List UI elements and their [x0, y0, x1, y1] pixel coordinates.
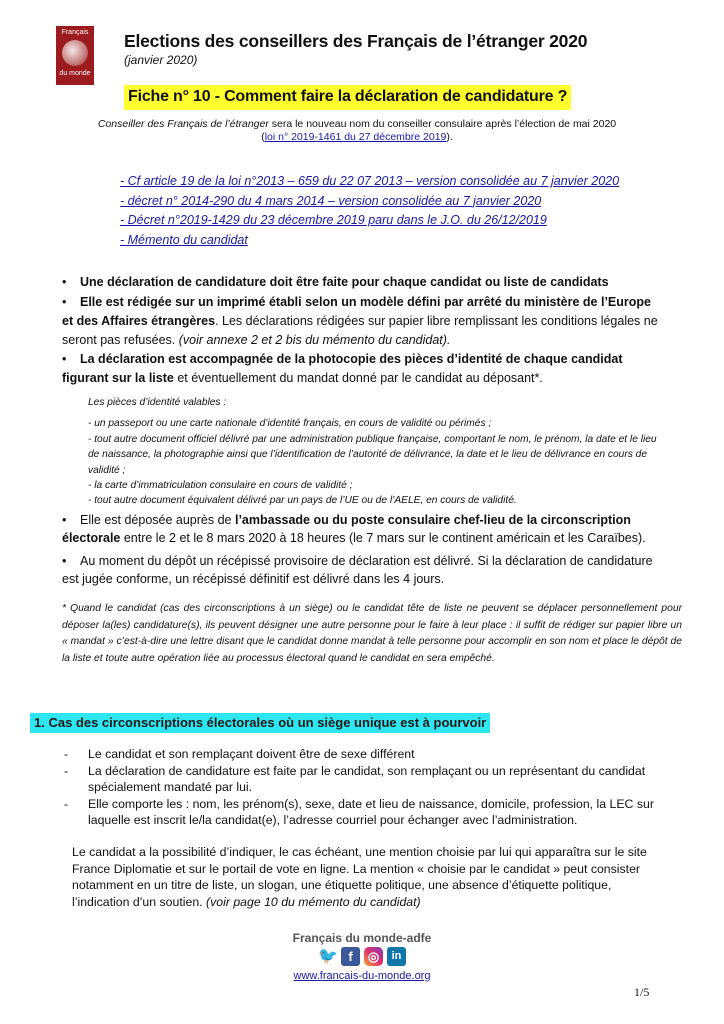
bullet-2-italic: (voir annexe 2 et 2 bis du mémento du candidat). [178, 333, 451, 347]
bullet-2: • Elle est rédigée sur un imprimé établi selon un modèle défini par arrêté du ministère de l’Europe et des Affaires étrangères. Les déclarations rédigées sur papier libre remplissant les conditions légales ne seront pas refusées. (voir annexe 2 et 2 bis du mémento du candidat). [62, 295, 658, 347]
fiche-title: Fiche n° 10 - Comment faire la déclaration de candidature ? [124, 85, 571, 110]
paragraph-text: Le candidat a la possibilité d’indiquer, le cas échéant, une mention choisie par lui qui apparaîtra sur le site France Diplomatie et sur le portail de vote en ligne. La mention « choisie par le candidat » peut consister notamment en un titre de liste, un slogan, une étiquette politique, une absence d’étiquette politique, l’indication d’un soutien. [72, 845, 647, 909]
law-link[interactable]: loi n° 2019-1461 du 27 décembre 2019 [264, 131, 447, 143]
linkedin-icon[interactable]: in [387, 947, 406, 966]
footer-url [0, 970, 724, 982]
page-number: 1/5 [634, 985, 650, 999]
bullet-2-bold: Elle est rédigée sur un imprimé établi selon un modèle défini par arrêté du ministère de l’Europe et des Affaires étrangères [62, 295, 651, 328]
facebook-icon[interactable]: f [341, 947, 360, 966]
list-item: - Le candidat et son remplaçant doivent être de sexe différent [64, 747, 415, 761]
intro-italic: Conseiller des Français de l’étranger [97, 118, 269, 130]
bullet-3-bold: La déclaration est accompagnée de la photocopie des pièces d’identité de chaque candidat figurant sur la liste [62, 352, 623, 385]
id-item: - la carte d’immatriculation consulaire en cours de validité ; [88, 480, 353, 492]
link-decret-2014[interactable]: - décret n° 2014-290 du 4 mars 2014 – version consolidée au 7 janvier 2020 [120, 193, 542, 208]
section-1-heading: 1. Cas des circonscriptions électorales où un siège unique est à pourvoir [30, 713, 490, 733]
logo-text-bottom: du monde [59, 70, 91, 77]
document-date: (janvier 2020) [124, 53, 198, 67]
reference-links [120, 172, 619, 250]
social-icons [0, 947, 724, 966]
id-item: - tout autre document officiel délivré par une administration publique française, comportant le nom, le prénom, la date et le lieu de naissance, la photographie ainsi que l’identification de l’autorité de délivrance, la date et le lieu de délivrance en cours de validité ; [88, 433, 657, 476]
bullet-5: • Au moment du dépôt un récépissé provisoire de déclaration est délivré. Si la déclaration de candidature est jugée conforme, un récépissé définitif est délivré dans les 4 jours. [62, 554, 653, 586]
bullet-4: • Elle est déposée auprès de l’ambassade ou du poste consulaire chef-lieu de la circonscription électorale entre le 2 et le 8 mars 2020 à 18 heures (le 7 mars sur le continent américain et les Caraïbes). [62, 513, 646, 545]
document-title: Elections des conseillers des Français de l’étranger 2020 [124, 31, 588, 51]
id-documents [88, 395, 663, 509]
bullet-5-text: Au moment du dépôt un récépissé provisoire de déclaration est délivré. Si la déclaration de candidature est jugée conforme, un récépissé définitif est délivré dans les 4 jours. [62, 554, 653, 586]
list-item-text: Le candidat et son remplaçant doivent être de sexe différent [88, 747, 415, 761]
globe-icon [62, 40, 88, 66]
bullet-3: • La déclaration est accompagnée de la photocopie des pièces d’identité de chaque candidat figurant sur la liste et éventuellement du mandat donné par le candidat au déposant*. [62, 352, 623, 385]
instagram-icon[interactable]: ◎ [364, 947, 383, 966]
list-item-text: Elle comporte les : nom, les prénom(s), sexe, date et lieu de naissance, domicile, profession, la LEC sur laquelle est inscrit le/la candidat(e), l’adresse courriel pour échanger avec l’administration. [88, 796, 654, 827]
logo-text-top: Français [61, 29, 89, 36]
logo [56, 26, 94, 85]
paragraph-italic: (voir page 10 du mémento du candidat) [206, 894, 421, 909]
id-heading: Les pièces d’identité valables : [88, 397, 227, 408]
list-item: - La déclaration de candidature est faite par le candidat, son remplaçant ou un représentant du candidat spécialement mandaté par lui. [64, 763, 664, 796]
twitter-icon[interactable]: 🐦 [318, 948, 338, 965]
bullet-3-text: et éventuellement du mandat donné par le candidat au déposant*. [173, 371, 543, 385]
footer-brand: Français du monde-adfe [292, 931, 432, 945]
bullet-1: • Une déclaration de candidature doit être faite pour chaque candidat ou liste de candidats [62, 275, 609, 289]
bullet-4-text: Elle est déposée auprès de [80, 513, 235, 527]
section-1-paragraph [72, 844, 672, 910]
id-item: - tout autre document équivalent délivré par un pays de l’UE ou de l’AELE, en cours de validité. [88, 495, 517, 507]
bullet-4-tail: entre le 2 et le 8 mars 2020 à 18 heures (le 7 mars sur le continent américain et les Caraïbes). [120, 530, 646, 545]
bullet-4-bold: l’ambassade ou du poste consulaire chef-lieu de la circonscription électorale [62, 513, 631, 545]
bullet-1-text: Une déclaration de candidature doit être faite pour chaque candidat ou liste de candidats [80, 275, 609, 289]
intro-text: sera le nouveau nom du conseiller consulaire après l’élection de mai 2020 [268, 118, 617, 130]
link-decret-2019[interactable]: - Décret n°2019-1429 du 23 décembre 2019 paru dans le J.O. du 26/12/2019 [120, 213, 547, 227]
intro-note: Conseiller des Français de l’étranger sera le nouveau nom du conseiller consulaire après l’élection de mai 2020 (loi n° 2019-1461 du 27 décembre 2019). [97, 118, 617, 143]
section-1-list [64, 746, 664, 829]
id-item: - un passeport ou une carte nationale d’identité français, en cours de validité ou périmés ; [88, 418, 492, 430]
footnote: * Quand le candidat (cas des circonscriptions à un siège) ou le candidat tête de liste ne peuvent se déplacer personnellement pour déposer la(les) candidature(s), ils peuvent désigner une autre personne pour le faire à leur place : il suffit de rédiger sur papier libre un « mandat » c’est-à-dire une lettre disant que le candidat donne mandat à telle personne pour accomplir en son nom et place le dépôt de la liste et toute autre opération liée au processus électoral quand le candidat en sera empêché. [62, 603, 682, 664]
website-link[interactable]: www.francais-du-monde.org [293, 970, 431, 982]
list-item: - Elle comporte les : nom, les prénom(s), sexe, date et lieu de naissance, domicile, profession, la LEC sur laquelle est inscrit le/la candidat(e), l’adresse courriel pour échanger avec l’administration. [64, 796, 664, 829]
link-memento[interactable]: - Mémento du candidat [120, 232, 248, 247]
intro-tail: ). [446, 131, 453, 143]
bullet-2-text: . Les déclarations rédigées sur papier libre remplissant les conditions légales ne seront pas refusées. [62, 314, 658, 347]
link-loi-2013[interactable]: - Cf article 19 de la loi n°2013 – 659 du 22 07 2013 – version consolidée au 7 janvier 2020 [120, 174, 620, 188]
list-item-text: La déclaration de candidature est faite par le candidat, son remplaçant ou un représentant du candidat spécialement mandaté par lui. [88, 763, 646, 794]
